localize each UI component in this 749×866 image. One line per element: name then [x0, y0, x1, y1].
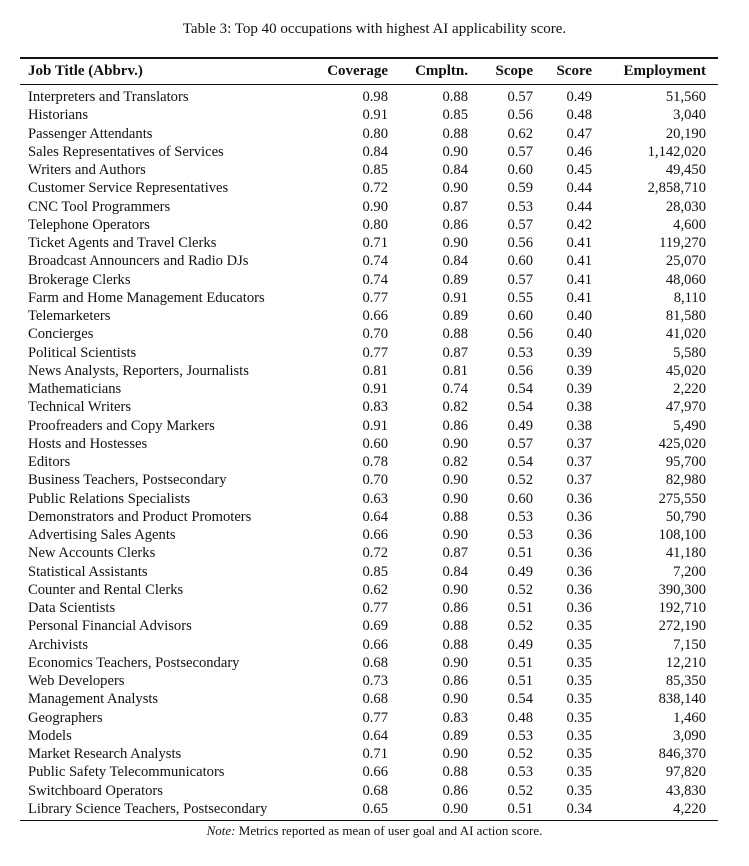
cell-job-title: Mathematicians	[28, 381, 122, 397]
cell-coverage: 0.80	[362, 125, 388, 142]
cell-completion: 0.91	[442, 289, 468, 306]
cell-completion: 0.87	[442, 344, 468, 361]
cell-scope: 0.60	[507, 162, 533, 178]
cell-job-title: Customer Service Representatives	[28, 180, 229, 197]
cell-score: 0.36	[566, 490, 592, 507]
cell-employment: 1,460	[673, 709, 706, 726]
cell-scope: 0.53	[507, 198, 533, 215]
cell-completion: 0.86	[442, 673, 468, 689]
cell-score: 0.41	[566, 253, 592, 270]
cell-score: 0.44	[566, 198, 592, 215]
cell-job-title: Farm and Home Management Educators	[28, 289, 265, 306]
table-row	[20, 143, 718, 161]
cell-score: 0.36	[566, 545, 592, 562]
cell-completion: 0.90	[442, 654, 468, 671]
cell-coverage: 0.64	[362, 727, 388, 744]
cell-scope: 0.56	[507, 235, 533, 251]
cell-coverage: 0.85	[362, 162, 388, 178]
cell-employment: 81,580	[665, 308, 706, 324]
cell-job-title: Data Scientists	[28, 600, 116, 616]
cell-coverage: 0.62	[362, 581, 388, 598]
cell-coverage: 0.90	[362, 198, 388, 215]
cell-coverage: 0.63	[362, 490, 388, 507]
cell-job-title: Library Science Teachers, Postsecondary	[28, 800, 268, 817]
cell-scope: 0.49	[507, 636, 533, 653]
table-row	[20, 362, 718, 380]
cell-completion: 0.86	[442, 216, 468, 233]
cell-coverage: 0.70	[362, 326, 388, 343]
cell-scope: 0.57	[507, 216, 533, 233]
cell-score: 0.35	[566, 764, 592, 781]
table-row	[20, 325, 718, 343]
cell-score: 0.36	[566, 527, 592, 543]
cell-job-title: Personal Financial Advisors	[28, 618, 192, 635]
cell-coverage: 0.68	[362, 691, 388, 708]
cell-completion: 0.89	[442, 727, 468, 744]
cell-job-title: Ticket Agents and Travel Clerks	[28, 235, 217, 251]
cell-coverage: 0.68	[362, 782, 388, 799]
cell-completion: 0.90	[442, 180, 468, 197]
header-scope: Scope	[495, 63, 533, 79]
cell-employment: 82,980	[665, 472, 706, 489]
cell-job-title: Advertising Sales Agents	[28, 527, 176, 543]
cell-completion: 0.89	[442, 271, 468, 288]
cell-scope: 0.60	[507, 308, 533, 324]
table-row	[20, 544, 718, 562]
cell-completion: 0.74	[442, 381, 468, 397]
cell-job-title: Switchboard Operators	[28, 782, 163, 799]
cell-coverage: 0.77	[362, 344, 388, 361]
cell-completion: 0.87	[442, 198, 468, 215]
cell-job-title: Statistical Assistants	[28, 563, 148, 580]
table-row	[20, 161, 718, 179]
cell-score: 0.41	[566, 289, 592, 306]
cell-completion: 0.88	[442, 89, 468, 105]
cell-employment: 85,350	[665, 673, 706, 689]
cell-scope: 0.53	[507, 527, 533, 543]
cell-score: 0.38	[566, 399, 592, 416]
cell-coverage: 0.77	[362, 289, 388, 306]
table-row	[20, 271, 718, 289]
cell-score: 0.42	[566, 216, 592, 233]
table-row	[20, 435, 718, 453]
cell-coverage: 0.72	[362, 180, 388, 197]
cell-coverage: 0.98	[362, 89, 388, 105]
cell-scope: 0.51	[507, 654, 533, 671]
header-row	[20, 59, 718, 84]
cell-score: 0.49	[566, 89, 592, 105]
cell-scope: 0.56	[507, 326, 533, 343]
table-row	[20, 800, 718, 818]
cell-employment: 425,020	[658, 435, 706, 452]
cell-completion: 0.90	[442, 746, 468, 762]
cell-job-title: Business Teachers, Postsecondary	[28, 472, 227, 489]
table-row	[20, 563, 718, 581]
header-coverage: Coverage	[327, 63, 388, 79]
cell-coverage: 0.60	[362, 435, 388, 452]
cell-job-title: Interpreters and Translators	[28, 89, 189, 105]
cell-employment: 4,220	[673, 800, 706, 817]
cell-score: 0.35	[566, 727, 592, 744]
cell-job-title: Editors	[28, 454, 71, 470]
table-row	[20, 398, 718, 416]
cell-employment: 2,220	[673, 381, 706, 397]
cell-coverage: 0.72	[362, 545, 388, 562]
cell-completion: 0.86	[442, 782, 468, 799]
cell-coverage: 0.65	[362, 800, 388, 817]
cell-employment: 12,210	[665, 654, 706, 671]
cell-coverage: 0.74	[362, 253, 388, 270]
table-row	[20, 526, 718, 544]
cell-coverage: 0.77	[362, 600, 388, 616]
cell-coverage: 0.70	[362, 472, 388, 489]
cell-employment: 5,580	[673, 344, 706, 361]
cell-scope: 0.54	[507, 454, 533, 470]
cell-employment: 43,830	[665, 782, 706, 799]
cell-completion: 0.84	[442, 253, 468, 270]
cell-completion: 0.88	[442, 636, 468, 653]
table-row	[20, 252, 718, 270]
cell-job-title: Concierges	[28, 326, 94, 343]
cell-employment: 50,790	[665, 508, 706, 525]
cell-score: 0.40	[566, 326, 592, 343]
cell-scope: 0.62	[507, 125, 533, 142]
cell-job-title: New Accounts Clerks	[28, 545, 156, 562]
cell-job-title: Political Scientists	[28, 344, 137, 361]
cell-score: 0.40	[566, 308, 592, 324]
cell-coverage: 0.74	[362, 271, 388, 288]
table-row	[20, 125, 718, 143]
cell-coverage: 0.68	[362, 654, 388, 671]
cell-completion: 0.82	[442, 399, 468, 416]
cell-coverage: 0.78	[362, 454, 388, 470]
table-row	[20, 490, 718, 508]
cell-score: 0.38	[566, 417, 592, 434]
cell-employment: 51,560	[665, 89, 706, 105]
cell-score: 0.35	[566, 746, 592, 762]
cell-job-title: Telemarketers	[28, 308, 111, 324]
cell-completion: 0.88	[442, 326, 468, 343]
cell-employment: 47,970	[665, 399, 706, 416]
cell-completion: 0.88	[442, 618, 468, 635]
cell-coverage: 0.64	[362, 508, 388, 525]
cell-score: 0.48	[566, 107, 592, 124]
cell-completion: 0.82	[442, 454, 468, 470]
cell-job-title: Management Analysts	[28, 691, 159, 708]
cell-completion: 0.88	[442, 508, 468, 525]
cell-scope: 0.54	[507, 691, 533, 708]
table-body	[20, 85, 718, 820]
table-row	[20, 234, 718, 252]
cell-employment: 28,030	[665, 198, 706, 215]
table-row	[20, 453, 718, 471]
cell-completion: 0.88	[442, 764, 468, 781]
cell-completion: 0.90	[442, 691, 468, 708]
cell-score: 0.37	[566, 435, 592, 452]
cell-coverage: 0.71	[362, 746, 388, 762]
cell-score: 0.45	[566, 162, 592, 178]
cell-coverage: 0.81	[362, 362, 388, 379]
table-row	[20, 307, 718, 325]
cell-completion: 0.86	[442, 600, 468, 616]
cell-score: 0.39	[566, 344, 592, 361]
cell-employment: 5,490	[673, 417, 706, 434]
cell-scope: 0.53	[507, 764, 533, 781]
table-row	[20, 727, 718, 745]
cell-coverage: 0.71	[362, 235, 388, 251]
cell-employment: 45,020	[665, 362, 706, 379]
cell-job-title: Hosts and Hostesses	[28, 435, 148, 452]
cell-score: 0.35	[566, 691, 592, 708]
cell-scope: 0.57	[507, 143, 533, 160]
cell-coverage: 0.91	[362, 417, 388, 434]
cell-scope: 0.53	[507, 727, 533, 744]
cell-coverage: 0.69	[362, 618, 388, 635]
table-row	[20, 289, 718, 307]
table-row	[20, 763, 718, 781]
cell-coverage: 0.91	[362, 107, 388, 124]
table-row	[20, 690, 718, 708]
table-row	[20, 106, 718, 124]
cell-completion: 0.84	[442, 563, 468, 580]
cell-scope: 0.52	[507, 782, 533, 799]
cell-score: 0.37	[566, 454, 592, 470]
cell-scope: 0.54	[507, 381, 533, 397]
cell-completion: 0.90	[442, 490, 468, 507]
cell-coverage: 0.80	[362, 216, 388, 233]
cell-coverage: 0.66	[362, 636, 388, 653]
cell-job-title: Writers and Authors	[28, 162, 146, 178]
cell-scope: 0.52	[507, 618, 533, 635]
cell-job-title: Models	[28, 727, 72, 744]
cell-coverage: 0.83	[362, 399, 388, 416]
cell-job-title: Broadcast Announcers and Radio DJs	[28, 253, 249, 270]
cell-score: 0.47	[566, 125, 592, 142]
cell-scope: 0.52	[507, 746, 533, 762]
cell-score: 0.39	[566, 381, 592, 397]
cell-scope: 0.55	[507, 289, 533, 306]
cell-employment: 49,450	[665, 162, 706, 178]
bottom-rule	[20, 820, 718, 821]
cell-scope: 0.60	[507, 490, 533, 507]
cell-job-title: Public Relations Specialists	[28, 490, 191, 507]
cell-score: 0.41	[566, 235, 592, 251]
cell-job-title: CNC Tool Programmers	[28, 198, 171, 215]
cell-score: 0.35	[566, 654, 592, 671]
table-row	[20, 88, 718, 106]
cell-job-title: Web Developers	[28, 673, 125, 689]
header-completion: Cmpltn.	[415, 63, 468, 79]
cell-employment: 272,190	[658, 618, 706, 635]
header-job-title: Job Title (Abbrv.)	[28, 63, 143, 79]
note-text: Metrics reported as mean of user goal and AI action score.	[235, 823, 543, 838]
cell-job-title: Public Safety Telecommunicators	[28, 764, 225, 781]
table-row	[20, 508, 718, 526]
table-row	[20, 471, 718, 489]
cell-score: 0.35	[566, 636, 592, 653]
cell-score: 0.36	[566, 600, 592, 616]
cell-scope: 0.60	[507, 253, 533, 270]
cell-score: 0.44	[566, 180, 592, 197]
table-row	[20, 198, 718, 216]
cell-employment: 25,070	[665, 253, 706, 270]
occupations-table	[20, 57, 718, 821]
table-row	[20, 417, 718, 435]
cell-employment: 119,270	[659, 235, 706, 251]
cell-employment: 48,060	[665, 271, 706, 288]
table-row	[20, 216, 718, 234]
header-employment: Employment	[623, 63, 706, 79]
cell-employment: 41,020	[665, 326, 706, 343]
cell-completion: 0.90	[442, 435, 468, 452]
cell-completion: 0.84	[442, 162, 468, 178]
cell-scope: 0.52	[507, 581, 533, 598]
cell-employment: 4,600	[673, 216, 706, 233]
cell-scope: 0.57	[507, 435, 533, 452]
cell-employment: 20,190	[665, 125, 706, 142]
cell-completion: 0.90	[442, 581, 468, 598]
table-row	[20, 344, 718, 362]
cell-score: 0.36	[566, 563, 592, 580]
cell-score: 0.35	[566, 618, 592, 635]
cell-employment: 390,300	[658, 581, 706, 598]
cell-job-title: Market Research Analysts	[28, 746, 182, 762]
cell-completion: 0.87	[442, 545, 468, 562]
cell-scope: 0.57	[507, 271, 533, 288]
cell-employment: 7,150	[673, 636, 706, 653]
table-row	[20, 617, 718, 635]
cell-job-title: Brokerage Clerks	[28, 271, 131, 288]
table-row	[20, 672, 718, 690]
table-row	[20, 599, 718, 617]
table-row	[20, 654, 718, 672]
table-row	[20, 380, 718, 398]
cell-completion: 0.90	[442, 235, 468, 251]
cell-job-title: Telephone Operators	[28, 216, 150, 233]
cell-completion: 0.90	[442, 472, 468, 489]
cell-completion: 0.81	[442, 362, 468, 379]
table-row	[20, 782, 718, 800]
cell-coverage: 0.91	[362, 381, 388, 397]
cell-completion: 0.89	[442, 308, 468, 324]
cell-completion: 0.90	[442, 800, 468, 817]
cell-coverage: 0.66	[362, 308, 388, 324]
cell-employment: 41,180	[665, 545, 706, 562]
cell-scope: 0.51	[507, 600, 533, 616]
cell-score: 0.36	[566, 508, 592, 525]
cell-employment: 3,090	[673, 727, 706, 744]
cell-job-title: Passenger Attendants	[28, 125, 153, 142]
cell-scope: 0.51	[507, 545, 533, 562]
cell-completion: 0.85	[442, 107, 468, 124]
header-score: Score	[556, 63, 592, 79]
cell-score: 0.35	[566, 782, 592, 799]
cell-scope: 0.56	[507, 107, 533, 124]
table-row	[20, 179, 718, 197]
cell-completion: 0.83	[442, 709, 468, 726]
cell-score: 0.46	[566, 143, 592, 160]
cell-job-title: Technical Writers	[28, 399, 132, 416]
cell-employment: 846,370	[658, 746, 706, 762]
cell-score: 0.41	[566, 271, 592, 288]
table-row	[20, 636, 718, 654]
cell-coverage: 0.66	[362, 764, 388, 781]
cell-job-title: Archivists	[28, 636, 88, 653]
cell-score: 0.35	[566, 673, 592, 689]
cell-employment: 108,100	[658, 527, 706, 543]
cell-completion: 0.86	[442, 417, 468, 434]
cell-score: 0.34	[566, 800, 592, 817]
cell-job-title: Counter and Rental Clerks	[28, 581, 184, 598]
cell-coverage: 0.85	[362, 563, 388, 580]
cell-score: 0.39	[566, 362, 592, 379]
cell-scope: 0.48	[507, 709, 533, 726]
cell-job-title: Demonstrators and Product Promoters	[28, 508, 252, 525]
cell-employment: 97,820	[665, 764, 706, 781]
cell-employment: 192,710	[658, 600, 706, 616]
note-label: Note:	[206, 823, 236, 838]
cell-job-title: Geographers	[28, 709, 103, 726]
cell-scope: 0.52	[507, 472, 533, 489]
cell-completion: 0.90	[442, 527, 468, 543]
cell-coverage: 0.66	[362, 527, 388, 543]
cell-coverage: 0.77	[362, 709, 388, 726]
table-row	[20, 709, 718, 727]
cell-scope: 0.49	[507, 563, 533, 580]
cell-scope: 0.59	[507, 180, 533, 197]
cell-employment: 95,700	[665, 454, 706, 470]
cell-scope: 0.49	[507, 417, 533, 434]
cell-employment: 275,550	[658, 490, 706, 507]
table-row	[20, 745, 718, 763]
cell-scope: 0.53	[507, 508, 533, 525]
cell-job-title: Proofreaders and Copy Markers	[28, 417, 215, 434]
cell-score: 0.35	[566, 709, 592, 726]
cell-employment: 1,142,020	[647, 143, 706, 160]
cell-employment: 3,040	[673, 107, 706, 124]
cell-scope: 0.57	[507, 89, 533, 105]
cell-employment: 7,200	[673, 563, 706, 580]
cell-score: 0.37	[566, 472, 592, 489]
cell-scope: 0.51	[507, 800, 533, 817]
cell-job-title: Economics Teachers, Postsecondary	[28, 654, 240, 671]
cell-coverage: 0.84	[362, 143, 388, 160]
cell-employment: 2,858,710	[647, 180, 706, 197]
cell-score: 0.36	[566, 581, 592, 598]
cell-job-title: News Analysts, Reporters, Journalists	[28, 362, 249, 379]
cell-scope: 0.51	[507, 673, 533, 689]
cell-employment: 8,110	[673, 289, 706, 306]
cell-job-title: Sales Representatives of Services	[28, 143, 224, 160]
table-note	[0, 823, 749, 839]
cell-scope: 0.56	[507, 362, 533, 379]
cell-job-title: Historians	[28, 107, 88, 124]
cell-scope: 0.54	[507, 399, 533, 416]
cell-coverage: 0.73	[362, 673, 388, 689]
cell-employment: 838,140	[658, 691, 706, 708]
cell-scope: 0.53	[507, 344, 533, 361]
table-caption: Table 3: Top 40 occupations with highest AI applicability score.	[182, 21, 567, 37]
cell-completion: 0.88	[442, 125, 468, 142]
cell-completion: 0.90	[442, 143, 468, 160]
table-row	[20, 581, 718, 599]
